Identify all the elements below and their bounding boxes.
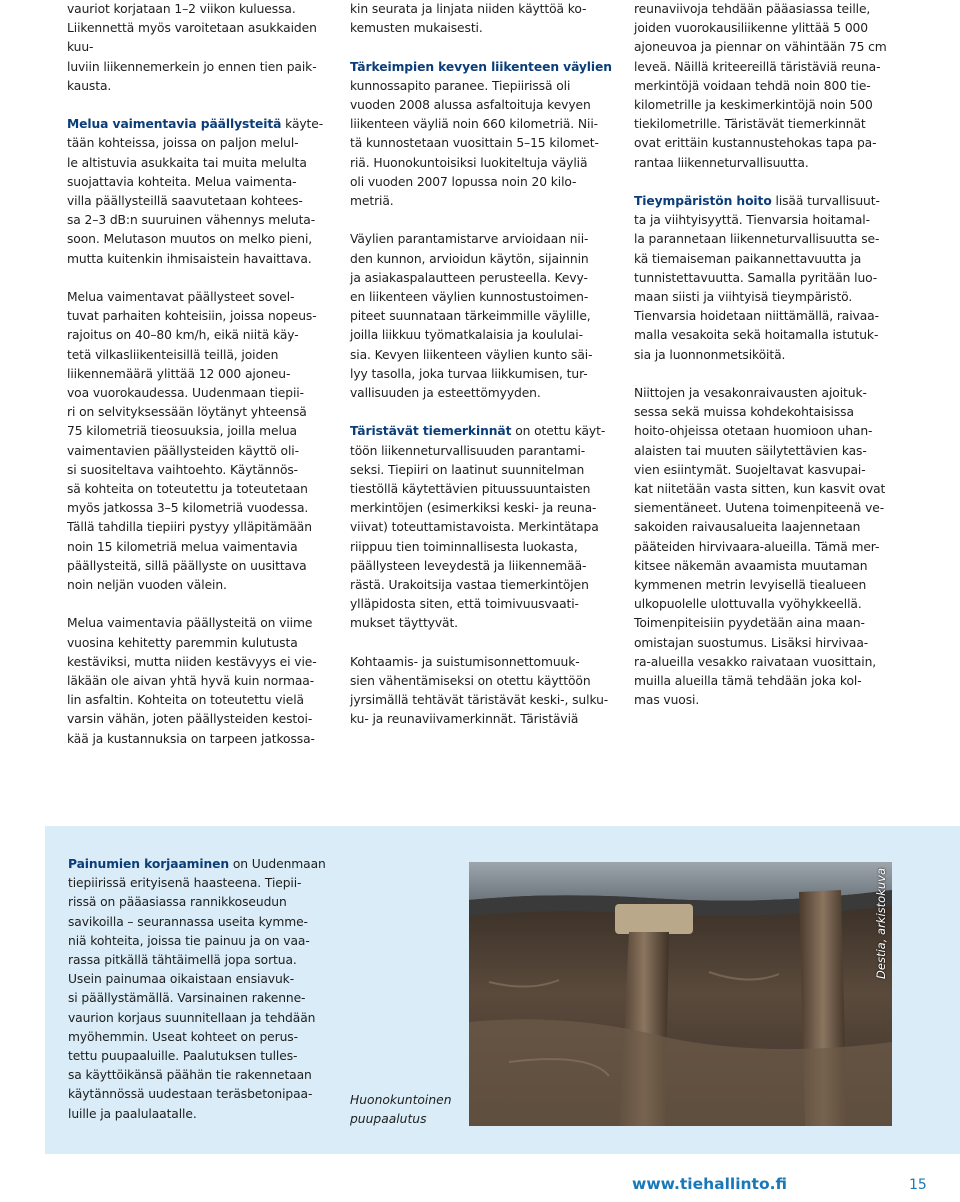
footer-url[interactable]: www.tiehallinto.fi [632,1175,787,1193]
paragraph-lead: Täristävät tiemerkinnät [350,424,512,439]
paragraph: Melua vaimentavia päällysteitä on viime vuosina kehitetty paremmin kulutusta kestäviksi, mutta niiden kestävyys ei vie- läkään ole aivan yhtä hyvä kuin normaa- lin asfaltin. Kohteita on toteutettu vielä varsin vähän, joten päällysteiden kestoi- kää ja kustannuksia on tarpeen jatkossa- [67,616,317,746]
paragraph: Niittojen ja vesakonraivausten ajoituk- sessa sekä muissa kohdekohtaisissa hoito-ohjeissa otetaan huomioon uhan- alaisten tai muuten säilytettävien kas- vien esiintymät. Suojeltavat kasvupai- kat niitetään vasta sitten, kun kasvit ovat siementäneet. Uutena toimenpiteenä ve- sakoiden raivausalueita laajennetaan pääteiden hirvivaara-alueilla. Tämä mer- kitsee näkemän avaamista muutaman kymmenen metrin levyisellä tiealueen ulkopuolelle ulottuvalla vyöhykkeellä. Toimenpiteisiin pyydetään aina maan- omistajan suostumus. Lisäksi hirvivaa- ra-alueilla vesakko raivataan vuosittain, muilla alueilla tämä tehdään joka kol- mas vuosi. [634,386,886,708]
paragraph: reunaviivoja tehdään pääasiassa teille, joiden vuorokausiliikenne ylittää 5 000 ajoneuvoa ja piennar on vähintään 75 cm leveä. Näillä kriteereillä täristäviä reuna- merkintöjä voidaan tehdä noin 800 tie- kilometrille ja keskimerkintöjä noin 500 tiekilometrille. Täristävät tiemerkinnät ovat erittäin kustannustehokas tapa pa- rantaa liikenneturvallisuutta. [634,2,887,170]
paragraph: Melua vaimentavat päällysteet sovel- tuvat parhaiten kohteisiin, joissa nopeus- rajoitus on 40–80 km/h, eikä niitä käy- tetä vilkasliikenteisillä teillä, joiden liikennemäärä ylittää 12 000 ajoneu- voa vuorokaudessa. Uudenmaan tiepii- ri on selvityksessään löytänyt yhteensä 75 kilometriä tieosuuksia, joilla melua vaimentavien päällysteiden käyttö oli- si suositeltava vaihtoehto. Käytännös- sä kohteita on toteutettu ja toteutetaan myös jatkossa 3–5 kilometriä vuodessa. Tällä tahdilla tiepiiri pystyy ylläpitämään noin 15 kilometriä melua vaimentavia päällysteitä, sillä päällyste on uusittava noin neljän vuoden välein. [67,290,317,593]
info-box [45,826,960,1154]
info-box-text [68,855,338,1124]
photo-illustration [469,862,892,1126]
text-column-1 [67,0,345,749]
paragraph-text: käyte- tään kohteissa, joissa on paljon melul- le altistuvia asukkaita tai muita melulta suojattavia kohteita. Melua vaimenta- villa päällysteillä saavutetaan kohtees- sa 2–3 dB:n suuruinen vähennys meluta- soon. Melutason muutos on melko pieni, mutta kuitenkin ihmisaistein havaittava. [67,117,324,266]
paragraph [350,422,616,633]
photo-caption: Huonokuntoinen puupaalutus [350,1093,452,1127]
paragraph-lead: Melua vaimentavia päällysteitä [67,117,282,132]
photo-credit: Destia, arkistokuva [874,868,888,979]
info-box-body: on Uudenmaan tiepiirissä erityisenä haasteena. Tiepii- rissä on pääasiassa rannikkoseudun savikoilla – seurannassa useita kymme- niä kohteita, joissa tie painuu ja on vaa- rassa pitkällä tähtäimellä jopa sortua. Usein painumaa oikaistaan ensiavuk- si päällystämällä. Varsinainen rakenne- vaurion korjaus suunnitellaan ja tehdään myöhemmin. Useat kohteet on perus- tettu puupaaluille. Paalutuksen tulles- sa käyttöikänsä päähän tie rakennetaan käytännössä uudestaan teräsbetonipaa- luille ja paalulaatalle. [68,857,326,1121]
paragraph: Väylien parantamistarve arvioidaan nii- den kunnon, arvioidun käytön, sijainnin ja asiakaspalautteen perusteella. Kevy- en liikenteen väylien kunnostustoimen- piteet suunnataan tärkeimmille väylille, joilla liikkuu työmatkalaisia ja koululai- sia. Kevyen liikenteen väylien kunto säi- lyy tasolla, joka turvaa liikkumisen, tur- vallisuuden ja esteettömyyden. [350,232,593,401]
paragraph-text: lisää turvallisuut- ta ja viihtyisyyttä. Tienvarsia hoitamal- la parannetaan liikenneturvallisuutta se- kä tiemaiseman paikannettavuutta ja tunnistettavuutta. Samalla pyritään luo- maan siisti ja viihtyisä tieympäristö. Tienvarsia hoidetaan niittämällä, raivaa- malla vesakoita sekä hoitamalla istutuk- sia ja luonnonmetsiköitä. [634,194,880,362]
wooden-piles-photo [469,862,892,1126]
paragraph [634,192,896,365]
paragraph-lead: Tieympäristön hoito [634,194,772,209]
paragraph-text: kunnossapito paranee. Tiepiirissä oli vuoden 2008 alussa asfaltoituja kevyen liikenteen väyliä noin 660 kilometriä. Nii- tä kunnostetaan vuosittain 5–15 kilomet- riä. Huonokuntoisiksi luokiteltuja väyliä oli vuoden 2007 lopussa noin 20 kilo- metriä. [350,78,599,209]
paragraph [67,115,345,269]
paragraph-text: on otettu käyt- töön liikenneturvallisuuden parantami- seksi. Tiepiiri on laatinut suunnitelman tiestöllä käytettävien pituussuuntaisten merkintöjen (esimerkiksi keski- ja reuna- viivat) toteuttamistavoista. Merkintätapa riippuu tien toiminnallisesta luokasta, päällysteen leveydestä ja liikennemää- rästä. Urakoitsija vastaa tiemerkintöjen ylläpidosta siten, että toimivuusvaati- mukset täyttyvät. [350,424,606,631]
paragraph-lead: Tärkeimpien kevyen liikenteen väylien [350,59,612,74]
paragraph: vauriot korjataan 1–2 viikon kuluessa. Liikennettä myös varoitetaan asukkaiden kuu- luviin liikennemerkein jo ennen tien paik- kausta. [67,2,317,93]
paragraph: Kohtaamis- ja suistumisonnettomuuk- sien vähentämiseksi on otettu käyttöön jyrsimällä tehtävät täristävät keski-, sulku- ku- ja reunaviivamerkinnät. Täristäviä [350,654,609,727]
paragraph: kin seurata ja linjata niiden käyttöä ko- kemusten mukaisesti. [350,2,587,36]
text-column-2 [350,0,616,730]
info-box-lead: Painumien korjaaminen [68,857,230,871]
paragraph [350,58,616,212]
page-number: 15 [909,1177,927,1193]
text-column-3 [634,0,896,710]
